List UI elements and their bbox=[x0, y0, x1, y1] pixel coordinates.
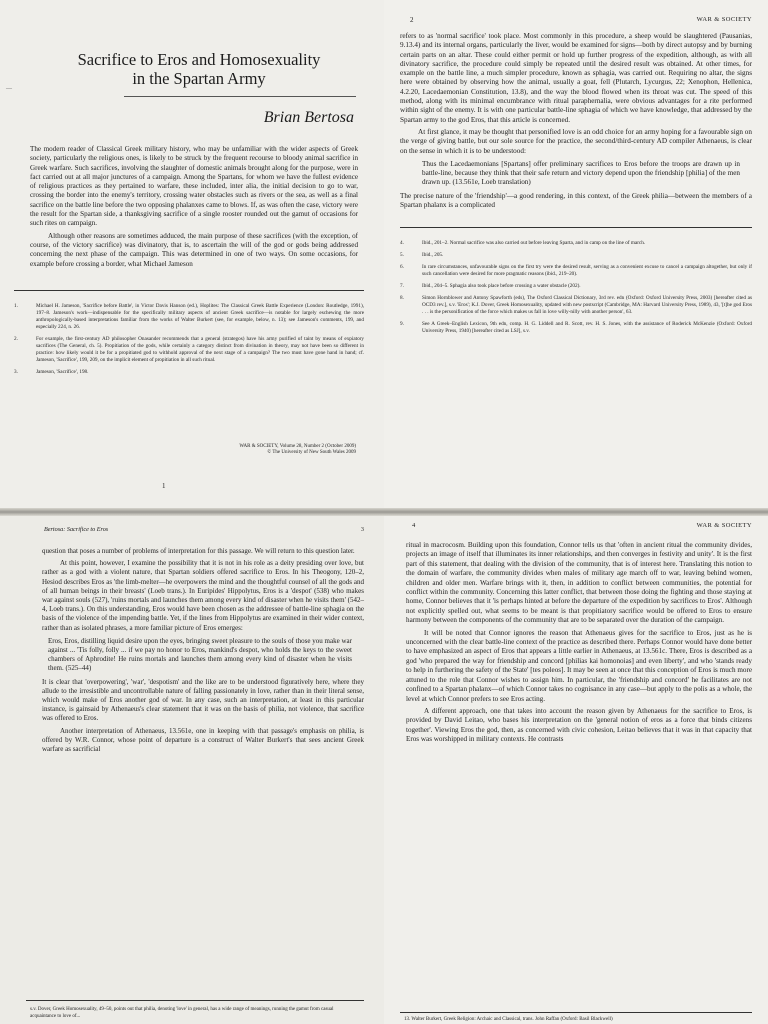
page-3 bbox=[0, 512, 384, 1024]
paragraph: The precise nature of the 'friendship'—a good rendering, in this context, of the Greek philia—between the members of a Spartan phalanx is a complicated bbox=[400, 191, 752, 210]
paragraph: Another interpretation of Athenaeus, 13.561e, one in keeping with that passage's emphasis on philia, is offered by W.R. Connor, whose point of departure is a construct of Walter Burkert's that sees ancient Greek warfare as sacrificial bbox=[42, 726, 364, 754]
footnote: 7. Ibid., 204–5. Sphagia also took place before crossing a water obstacle (202). bbox=[400, 283, 581, 290]
paragraph: The modern reader of Classical Greek military history, who may be unfamiliar with the wider aspects of Greek society, particularly the religious ones, is likely to be struck by the frequent recourse to bloody animal sacrifice in Greek warfare. Such sacrifices, involving the slaughter of domestic animals brought along for the purpose, were in fact carried out at all major junctures of a campaign. Among the Spartans, for whom we have the fullest evidence of religious practices as they pertained to warfare, these included, inter alia, the initial decision to go to war, crossing the border into the enemy's territory, crossing water obstacles such as rivers or the sea, as well as a final sacrifice on the battle line before the two opposing phalanxes came to blows. If, as was often the case, victory were the result for the Spartan side, a thanksgiving sacrifice of a single rooster rounded out the gamut of occasions for such rites on campaign. bbox=[30, 145, 358, 228]
page-number: 3 bbox=[360, 526, 364, 533]
page-number: 4 bbox=[412, 522, 416, 529]
paragraph: ritual in macrocosm. Building upon this foundation, Connor tells us that 'often in ancient ritual the community divides, projects an image of itself that illuminates its inner relationships, and then converges in festivity and unity'. It is the first part of this statement, that dealing with the division of the community, that is of interest here. Translating this notion to the domain of warfare, the community divides when males of military age march off to war, leaving behind women, children and older men. Warfare brings with it, then, in addition to conflict between communities, the potential for conflict within the community. Concerning this latter conflict, that between those doing the fighting and those staying at home, Connor believes that it 'is perhaps hinted at before the departure of the expedition by sacrifices to Eros'. Although not explicitly spelled out, what seems to be meant is that propitiatory sacrifice would be offered to Eros to ensure harmony between the components of the community that are to be separated over the duration of the campaign. bbox=[406, 541, 752, 625]
block-quote: Thus the Lacedaemonians [Spartans] offer preliminary sacrifices to Eros before the troops are drawn up in battle-line, because they think that their safe return and victory depend upon the friendship [philia] of the men drawn up. (13.561e, Loeb translation) bbox=[422, 159, 740, 187]
page-4-body bbox=[406, 541, 752, 745]
footnote: 13. Walter Burkert, Greek Religion: Archaic and Classical, trans. John Raffan (Oxford: Basil Blackwell) bbox=[404, 1017, 613, 1022]
journal-citation: WAR & SOCIETY, Volume 28, Number 2 (October 2009) bbox=[239, 444, 356, 449]
running-head: WAR & SOCIETY bbox=[696, 522, 752, 529]
page-2-footnotes bbox=[400, 240, 752, 335]
page-number: 1 bbox=[162, 482, 166, 490]
paragraph: question that poses a number of problems of interpretation for this passage. We will return to this question later. bbox=[42, 547, 355, 555]
paragraph: Although other reasons are sometimes adduced, the main purpose of these sacrifices (with the exception, of course, of the victory sacrifice) was divinatory, that is, to ascertain the will of the god or gods being addressed concerning the next phase of the campaign. This was determined in one of two ways. On some occasions, for example before crossing a border, what Michael Jameson bbox=[30, 231, 358, 268]
footnote-rule bbox=[400, 227, 752, 228]
running-head: WAR & SOCIETY bbox=[696, 16, 752, 23]
page-4 bbox=[384, 512, 768, 1024]
page-1-footnotes bbox=[14, 303, 364, 376]
footnote-rule bbox=[400, 1012, 752, 1013]
footnote: 4. Ibid., 201–2. Normal sacrifice was also carried out before leaving Sparta, and in camp on the line of march. bbox=[400, 240, 646, 247]
footnote: 3. Jameson, 'Sacrifice', 198. bbox=[14, 368, 89, 375]
footnote-rule bbox=[14, 290, 364, 291]
page-3-body bbox=[42, 547, 364, 754]
article-title bbox=[44, 50, 354, 88]
footnote: 8. Simon Hornblower and Antony Spawforth (eds), The Oxford Classical Dictionary, 3rd rev. edn (Oxford: Oxford University Press, 2003) [hereafter cited as OCD3 rev.], s.v. 'Eros'; K.J. Dover, Greek Homosexuality, updated with new postscript (Cambridge, MA: Harvard University Press, 1989), 43, '[t]he god Eros . . . is the personification of the force which makes us fall in love willy-nilly with another person', 63. bbox=[400, 295, 752, 316]
paragraph: At this point, however, I examine the possibility that it is not in his role as a deity presiding over love, but rather as a god with a violent nature, that Spartan soldiers offered sacrifice to Eros. In his Theogony, 120–2, Hesiod describes Eros as 'the limb-melter—he overpowers the mind and the thoughtful counsel of all the gods and of all human beings in their breasts' (Loeb trans.). In Euripides' Hippolytus, Eros is a 'despot' (538) who makes war against souls (527), 'ruins mortals and launches them among every kind of disaster when he visits them' (542–4, Loeb trans.). On this understanding, Eros would have been chosen as the addressee of battle-line sphagia on the basis of the violence of the impending battle. Yet, if the lines from Hippolytus are examined in their wider context, rather than as isolated phrases, a more familiar picture of Eros emerges: bbox=[42, 559, 364, 632]
article-title-line2: in the Spartan Army bbox=[132, 69, 266, 88]
article-title-line1: Sacrifice to Eros and Homosexuality bbox=[77, 50, 321, 69]
running-head: Bertosa: Sacrifice to Eros bbox=[44, 526, 109, 533]
paragraph: It is clear that 'overpowering', 'war', 'despotism' and the like are to be understood figuratively here, where they allude to the irresistible and uncontrollable nature of falling passionately in love, rather than in their literal sense, which would make of Eros another god of war. In any case, such an interpretation, at least in this particular instance, is gainsaid by Athenaeus's clear statement that it was on the basis of philia, not violence, that sacrifice was offered to Eros. bbox=[42, 677, 364, 723]
page-2 bbox=[384, 0, 768, 512]
page-2-header bbox=[400, 16, 752, 24]
page-1-body bbox=[30, 145, 358, 269]
page-split-shadow bbox=[0, 508, 768, 516]
footnote: 2. For example, the first-century AD philosopher Onasander recommends that a general (strategos) have his army purified of taint by means of expiatory sacrifices (The General, ch. 5). Propitiation of the gods, while certainly a category distinct from divination in theory, may not have been so different in practice: how likely would it be for a propitiated god to withhold approval of the next stage of a campaign? The two must have gone hand in hand; cf. Jameson, 'Sacrifice', 199, 209, on the implicit element of propitiation in all such ritual. bbox=[14, 335, 364, 363]
page-3-header bbox=[44, 526, 364, 533]
title-rule bbox=[124, 96, 356, 97]
footnote-rule bbox=[26, 1000, 364, 1001]
page-4-header bbox=[400, 522, 752, 529]
paragraph: refers to as 'normal sacrifice' took place. Most commonly in this procedure, a sheep would be slaughtered (Pausanias, 9.13.4) and its internal organs, particularly the liver, would be examined for signs—both by direct autopsy and by burning certain parts on an altar. These could either permit or hold up further progress of the expedition, although, as with all divinatory sacrifice, the procedure could simply be repeated until the desired result was obtained. At other times, for example on the battle line, a much simpler procedure, known as sphagia, was carried out. Requiring no altar, the signs here were obtained by observing how the animal, usually a goat, fell (Plutarch, Lycurgus, 22; Xenophon, Hellenica, 4.2.20, Lacedaemonian Constitution, 13.8), and the way the blood flowed when its throat was cut. The speed of this method, along with its minimal encumbrance with ritual paraphernalia, were obvious advantages for a rite performed within sight of the enemy. It is with one particular battle-line sphagia of which we have knowledge, that addressed by the Spartan army to the god Eros, that this article is concerned. bbox=[400, 32, 752, 124]
author-name: Brian Bertosa bbox=[263, 109, 354, 126]
margin-mark: — bbox=[6, 86, 12, 92]
footnote: 6. In rare circumstances, unfavourable signs on the first try were the desired result, serving as a convenient excuse to cancel a campaign altogether, but only if such cancellation were desired for more pragmatic reasons (ibid., 219–20). bbox=[400, 264, 752, 278]
footnote: s.v. Dover, Greek Homosexuality, 49–50, points out that philia, denoting 'love' in general, has a wide range of meanings, running the gamut from casual acquaintance to love of... bbox=[30, 1007, 334, 1019]
footnote: 1. Michael H. Jameson, 'Sacrifice before Battle', in Victor Davis Hanson (ed.), Hoplites: The Classical Greek Battle Experience (London: Routledge, 1991), 197–8. Jameson's work—indispensable for the specifically military aspects of ancient Greek sacrifice—is notable for largely eschewing the more anthropologically-based interpretations familiar from the works of Walter Burkert (see, for example, below, n. 13); see Jameson's comments, 199, and especially 224, n. 26. bbox=[14, 302, 364, 330]
paragraph: A different approach, one that takes into account the reason given by Athenaeus for the sacrifice to Eros, is provided by David Leitao, who bases his interpretation on the 'general notion of eros as a force that binds citizens together'. Viewing Eros the god, then, as concerned with civic cohesion, Leitao believes that it was in that capacity that Eros was worshipped in military contexts. He contrasts bbox=[406, 706, 752, 744]
page-number: 2 bbox=[410, 16, 414, 24]
page-2-body bbox=[400, 32, 752, 210]
block-quote: Eros, Eros, distilling liquid desire upon the eyes, bringing sweet pleasure to the souls of those you make war against ... 'Tis folly, folly ... if we pay no honor to Eros, mankind's despot, who holds the keys to the sweet chambers of Aphrodite! He ruins mortals and launches them among every kind of disaster when he visits them. (525–44) bbox=[48, 636, 352, 673]
paragraph: At first glance, it may be thought that personified love is an odd choice for an army hoping for a favourable sign on the verge of giving battle, but our sole source for the practice, the second/third-century AD compiler Athenaeus, is clear on the sense in which it is to be understood: bbox=[400, 127, 752, 155]
copyright-line: © The University of New South Wales 2009 bbox=[267, 450, 356, 455]
paragraph: It will be noted that Connor ignores the reason that Athenaeus gives for the sacrifice to Eros, just as he is unconcerned with the clear battle-line context of the practice as described there. Perhaps Connor would have done better to have emphasized an aspect of Eros that appears a little earlier in Athenaeus, at 13.561c. There, Eros is described as a god 'who prepared the way for friendship and concord [philias kai homonoias] and even liberty', and who 'stands ready to help in furthering the safety of the State' [tes poleos]. It may be seen at once that this conception of Eros is much more attuned to the role that Connor wishes to assign him. In particular, the 'friendship and concord' he facilitates are not confined to a Spartan phalanx—of which Connor takes no cognisance in any case—but apply to the polis as a whole, the level at which Connor prefers to see Eros acting. bbox=[406, 628, 752, 703]
footnote: 9. See A Greek–English Lexicon, 9th edn, comp. H. G. Liddell and R. Scott, rev. H. S. Jones, with the assistance of Roderick McKenzie (Oxford: Oxford University Press, 1940) [hereafter cited as LSJ], s.v. bbox=[400, 321, 752, 335]
footnote: 5. Ibid., 205. bbox=[400, 252, 444, 259]
journal-footer bbox=[239, 444, 356, 456]
page-1 bbox=[0, 0, 384, 512]
